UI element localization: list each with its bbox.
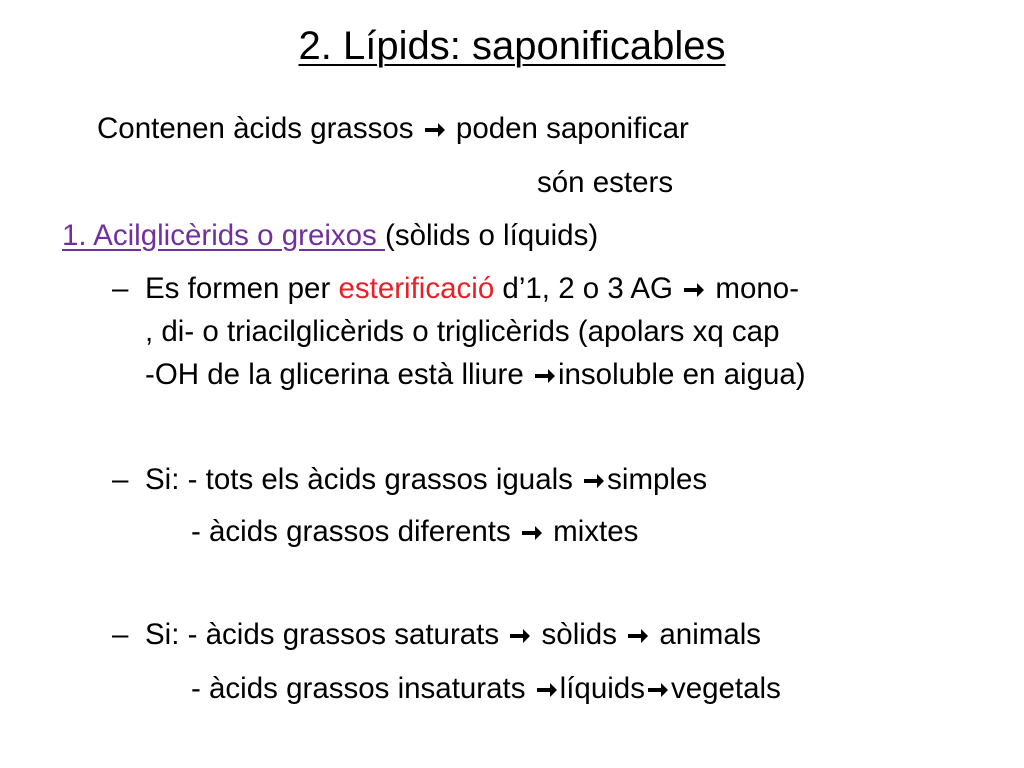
bullet-3-line-1 [145,618,761,652]
bullet-3-line-2 [191,672,781,706]
bullet-1-line-1 [145,272,799,306]
bullet-1-text-d: -OH de la glicerina està lliure [145,358,524,391]
bullet-2-text-d: mixtes [553,515,639,548]
bullet-3-text-c: animals [659,618,762,651]
bullet-dash-1: – [112,272,129,305]
intro-line-2: són esters [537,166,674,199]
section-heading [62,219,598,253]
right-arrow-icon [534,672,560,706]
bullet-3-text-e: líquids [559,672,645,705]
bullet-dash-2: – [112,463,129,496]
bullet-1-text-a: Es formen per [145,272,339,305]
bullet-3-text-b: sòlids [541,618,617,651]
bullet-dash-3: – [112,618,129,651]
right-arrow-icon [507,618,533,652]
bullet-1-text-b: d’1, 2 o 3 AG [494,272,673,305]
intro-text-2: poden saponificar [455,112,689,145]
bullet-2-line-2 [191,515,638,549]
bullet-2-text-b: simples [607,463,708,496]
bullet-3-text-a: Si: - àcids grassos saturats [145,618,500,651]
bullet-1-line-3 [145,358,806,392]
bullet-2-text-c: - àcids grassos diferents [191,515,511,548]
intro-line-1 [97,112,689,146]
bullet-1-text-e: insoluble en aigua) [557,358,806,391]
right-arrow-icon [625,618,651,652]
bullet-1-text-c: mono- [715,272,800,305]
intro-text-1: Contenen àcids grassos [97,112,414,145]
right-arrow-icon [581,463,607,497]
right-arrow-icon [422,112,448,146]
right-arrow-icon [532,358,558,392]
bullet-2-text-a: Si: - tots els àcids grassos iguals [145,463,573,496]
slide-title: 2. Lípids: saponificables [298,24,726,68]
right-arrow-icon [681,272,707,306]
bullet-2-line-1 [145,463,707,497]
right-arrow-icon [645,672,671,706]
right-arrow-icon [519,515,545,549]
section-link[interactable]: 1. Acilglicèrids o greixos [62,219,386,252]
bullet-1-line-2: , di- o triacilglicèrids o triglicèrids (apolars xq cap [145,315,780,348]
bullet-3-text-d: - àcids grassos insaturats [191,672,526,705]
bullet-3-text-f: vegetals [670,672,781,705]
esterificacio-highlight: esterificació [338,272,495,305]
section-rest: (sòlids o líquids) [385,219,599,252]
